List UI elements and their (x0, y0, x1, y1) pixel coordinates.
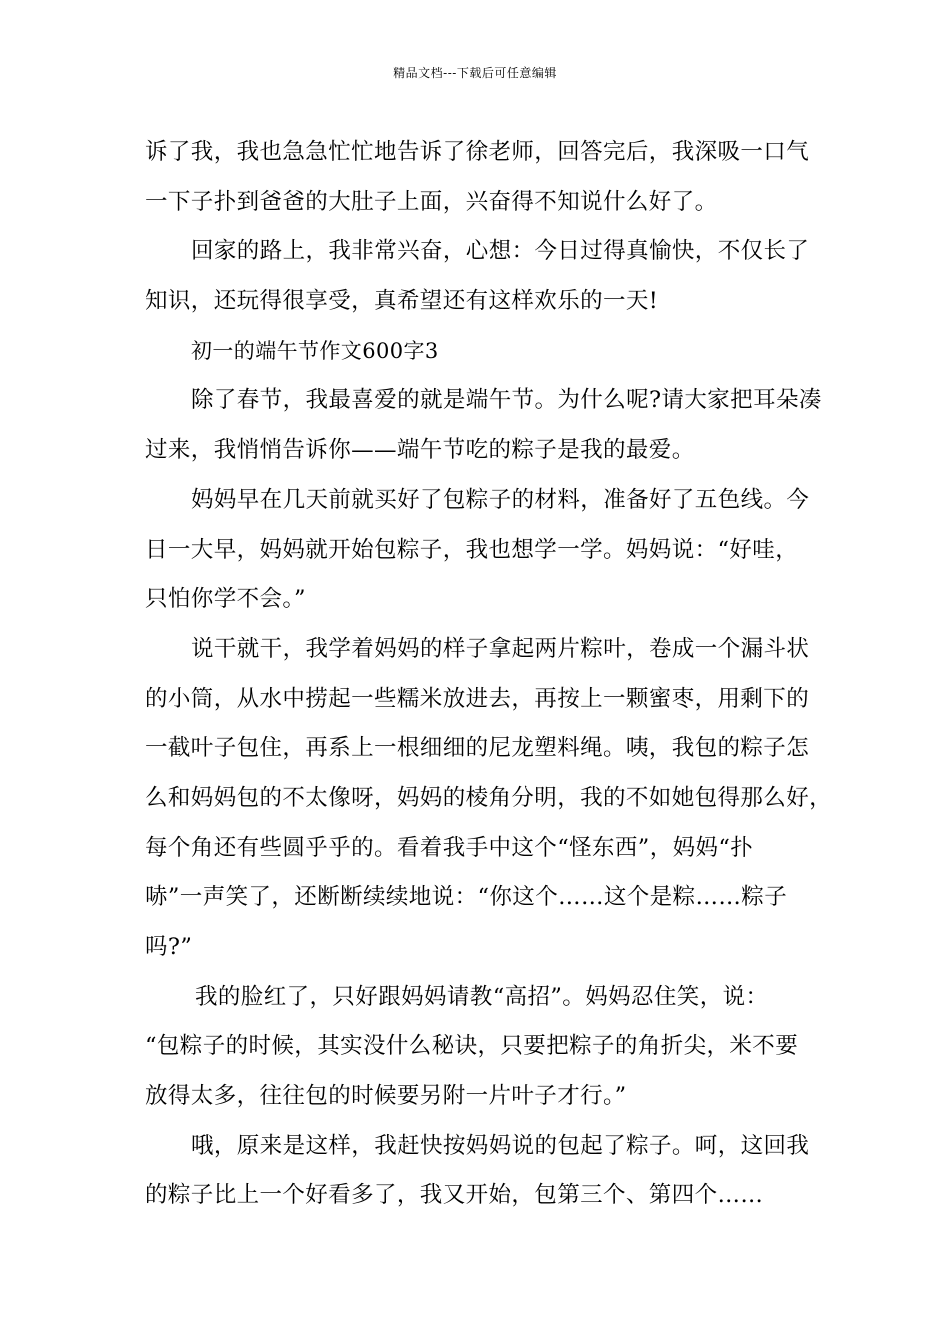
text-line: 过来，我悄悄告诉你——端午节吃的粽子是我的最爱。 (145, 437, 695, 464)
text-line: 说干就干，我学着妈妈的样子拿起两片粽叶，卷成一个漏斗状 (191, 635, 810, 662)
text-line: 哧”一声笑了，还断断续续地说：“你这个……这个是粽……粽子 (145, 884, 788, 911)
text-line: 妈妈早在几天前就买好了包粽子的材料，准备好了五色线。今 (191, 486, 810, 513)
text-line: 日一大早，妈妈就开始包粽子，我也想学一学。妈妈说：“好哇， (145, 536, 799, 563)
text-line: 回家的路上，我非常兴奋，心想：今日过得真愉快，不仅长了 (191, 238, 810, 265)
text-line: “包粽子的时候，其实没什么秘诀，只要把粽子的角折尖，米不要 (145, 1033, 799, 1060)
text-line: 知识，还玩得很享受，真希望还有这样欢乐的一天! (145, 288, 659, 315)
page-header: 精品文档---下载后可任意编辑 (393, 66, 557, 80)
text-line: 哦，原来是这样，我赶快按妈妈说的包起了粽子。呵，这回我 (191, 1132, 810, 1159)
text-line: 我的脸红了，只好跟妈妈请教“高招”。妈妈忍住笑，说： (195, 983, 769, 1010)
text-line: 的粽子比上一个好看多了，我又开始，包第三个、第四个…… (145, 1182, 764, 1209)
text-line: 的小筒，从水中捞起一些糯米放进去，再按上一颗蜜枣，用剩下的 (145, 685, 810, 712)
text-line: 放得太多，往往包的时候要另附一片叶子才行。” (145, 1083, 627, 1110)
section-heading: 初一的端午节作文600字3 (191, 338, 439, 363)
text-line: 诉了我，我也急急忙忙地告诉了徐老师，回答完后，我深吸一口气 (145, 139, 810, 165)
text-line: 一截叶子包住，再系上一根细细的尼龙塑料绳。咦，我包的粽子怎 (145, 735, 810, 762)
text-line: 么和妈妈包的不太像呀，妈妈的棱角分明，我的不如她包得那么好， (145, 784, 833, 811)
text-line: 每个角还有些圆乎乎的。看着我手中这个“怪东西”，妈妈“扑 (145, 834, 754, 861)
text-line: 一下子扑到爸爸的大肚子上面，兴奋得不知说什么好了。 (145, 188, 718, 215)
text-line: 除了春节，我最喜爱的就是端午节。为什么呢?请大家把耳朵凑 (191, 387, 822, 414)
document-body (145, 134, 833, 1227)
text-line: 吗?” (145, 934, 193, 960)
text-line: 只怕你学不会。” (145, 586, 306, 613)
